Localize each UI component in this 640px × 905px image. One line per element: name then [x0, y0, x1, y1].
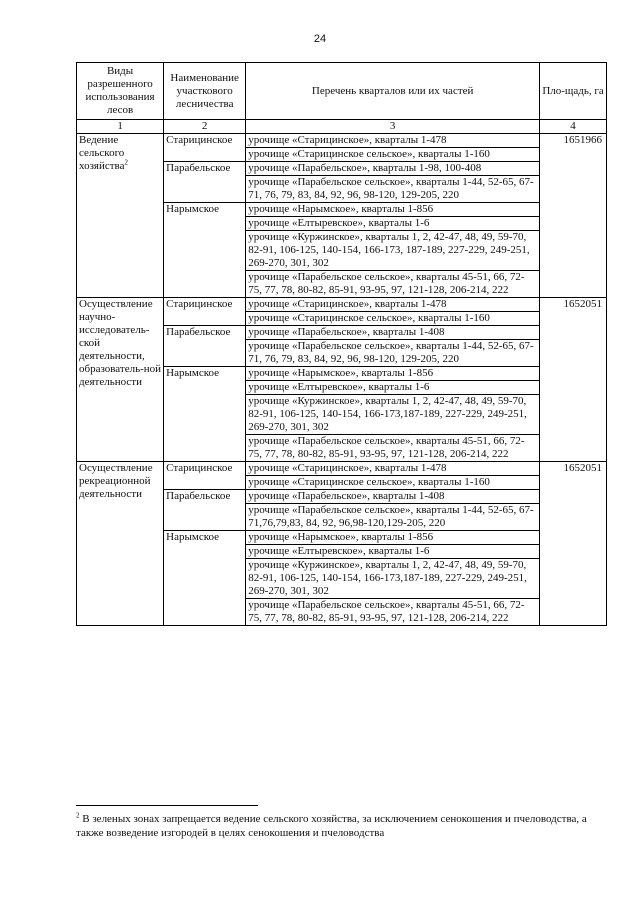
quarter-item: урочище «Старицинское сельское», кварталы 1-160	[248, 148, 490, 160]
header-number-row	[77, 120, 607, 134]
quarter-item: урочище «Старицинское», кварталы 1-478	[246, 134, 539, 148]
header-area: Пло-щадь, га	[540, 63, 607, 120]
forestry-name: Парабельское	[164, 162, 246, 203]
header-use: Виды разрешенного использования лесов	[77, 63, 164, 120]
footnote-mark: 2	[76, 811, 80, 820]
quarter-item: урочище «Елтыревское», кварталы 1-6	[246, 217, 539, 231]
quarter-item: урочище «Нарымское», кварталы 1-856	[246, 203, 539, 217]
area-value: 1652051	[540, 462, 607, 626]
header-number: 3	[246, 120, 540, 134]
header-number: 2	[164, 120, 246, 134]
use-type-cell	[77, 298, 164, 462]
use-type-label: Осуществление научно-исследователь-ской деятельности, образователь-ной деятельности	[79, 298, 162, 388]
quarter-item: урочище «Старицинское сельское», кварталы 1-160	[248, 312, 490, 324]
footnote-text: В зеленых зонах запрещается ведение сельского хозяйства, за исключением сенокошения и пчеловодства, а также возведение изгородей в целях сенокошения и пчеловодства	[76, 813, 587, 839]
quarter-item: урочище «Парабельское», кварталы 1-98, 100-408	[246, 162, 539, 176]
table-row	[77, 134, 607, 162]
quarters-cell	[246, 490, 540, 531]
quarter-item: урочище «Куржинское», кварталы 1, 2, 42-47, 48, 49, 59-70, 82-91, 106-125, 140-154, 166-173,187-189, 227-229, 249-251, 269-270, 301, 302	[246, 395, 539, 435]
quarter-item: урочище «Парабельское сельское», кварталы 1-44, 52-65, 67-71,76,79,83, 84, 92, 96,98-120,129-205, 220	[248, 504, 534, 529]
use-type-cell	[77, 134, 164, 298]
header-number: 1	[77, 120, 164, 134]
quarter-item: урочище «Парабельское сельское», кварталы 45-51, 66, 72-75, 77, 78, 80-82, 85-91, 93-95, 97, 121-128, 206-214, 222	[248, 271, 525, 296]
use-type-label: Ведение сельского хозяйства	[79, 134, 125, 172]
forestry-name: Старицинское	[164, 134, 246, 162]
header-quarters: Перечень кварталов или их частей	[246, 63, 540, 120]
header-forestry: Наименование участкового лесничества	[164, 63, 246, 120]
quarter-item: урочище «Куржинское», кварталы 1, 2, 42-47, 48, 49, 59-70, 82-91, 106-125, 140-154, 166-173, 187-189, 227-229, 249-251, 269-270, 301, 302	[246, 231, 539, 271]
quarter-item: урочище «Парабельское сельское», кварталы 45-51, 66, 72-75, 77, 78, 80-82, 85-91, 93-95, 97, 121-128, 206-214, 222	[248, 599, 525, 624]
area-value: 1652051	[540, 298, 607, 462]
quarters-cell	[246, 531, 540, 626]
quarter-item: урочище «Елтыревское», кварталы 1-6	[246, 545, 539, 559]
header-row	[77, 63, 607, 120]
quarter-item: урочище «Старицинское», кварталы 1-478	[246, 462, 539, 476]
forestry-name: Парабельское	[164, 326, 246, 367]
table-row	[77, 298, 607, 326]
forest-use-table	[76, 62, 607, 626]
use-type-cell	[77, 462, 164, 626]
forestry-name: Нарымское	[164, 367, 246, 462]
footnote-rule	[76, 805, 258, 806]
forestry-name: Старицинское	[164, 462, 246, 490]
header-number: 4	[540, 120, 607, 134]
quarter-item: урочище «Парабельское сельское», кварталы 1-44, 52-65, 67-71, 76, 79, 83, 84, 92, 96, 98-120, 129-205, 220	[248, 340, 534, 365]
quarters-cell	[246, 203, 540, 298]
quarter-item: урочище «Старицинское», кварталы 1-478	[246, 298, 539, 312]
quarters-cell	[246, 162, 540, 203]
quarter-item: урочище «Парабельское», кварталы 1-408	[246, 490, 539, 504]
quarters-cell	[246, 367, 540, 462]
footnote	[76, 812, 607, 840]
quarters-cell	[246, 326, 540, 367]
footnote-ref: 2	[124, 158, 128, 167]
forestry-name: Нарымское	[164, 531, 246, 626]
forestry-name: Нарымское	[164, 203, 246, 298]
quarter-item: урочище «Нарымское», кварталы 1-856	[246, 367, 539, 381]
area-value: 1651966	[540, 134, 607, 298]
quarters-cell	[246, 298, 540, 326]
forestry-name: Парабельское	[164, 490, 246, 531]
quarters-cell	[246, 134, 540, 162]
quarter-item: урочище «Парабельское сельское», кварталы 45-51, 66, 72-75, 77, 78, 80-82, 85-91, 93-95, 97, 121-128, 206-214, 222	[248, 435, 525, 460]
quarter-item: урочище «Старицинское сельское», кварталы 1-160	[248, 476, 490, 488]
quarter-item: урочище «Елтыревское», кварталы 1-6	[246, 381, 539, 395]
quarters-cell	[246, 462, 540, 490]
quarter-item: урочище «Куржинское», кварталы 1, 2, 42-47, 48, 49, 59-70, 82-91, 106-125, 140-154, 166-173,187-189, 227-229, 249-251, 269-270, 301, 302	[246, 559, 539, 599]
use-type-label: Осуществление рекреационной деятельности	[79, 462, 153, 500]
quarter-item: урочище «Парабельское», кварталы 1-408	[246, 326, 539, 340]
forestry-name: Старицинское	[164, 298, 246, 326]
table-row	[77, 462, 607, 490]
quarter-item: урочище «Нарымское», кварталы 1-856	[246, 531, 539, 545]
quarter-item: урочище «Парабельское сельское», кварталы 1-44, 52-65, 67-71, 76, 79, 83, 84, 92, 96, 98-120, 129-205, 220	[248, 176, 534, 201]
page-number: 24	[313, 33, 327, 45]
